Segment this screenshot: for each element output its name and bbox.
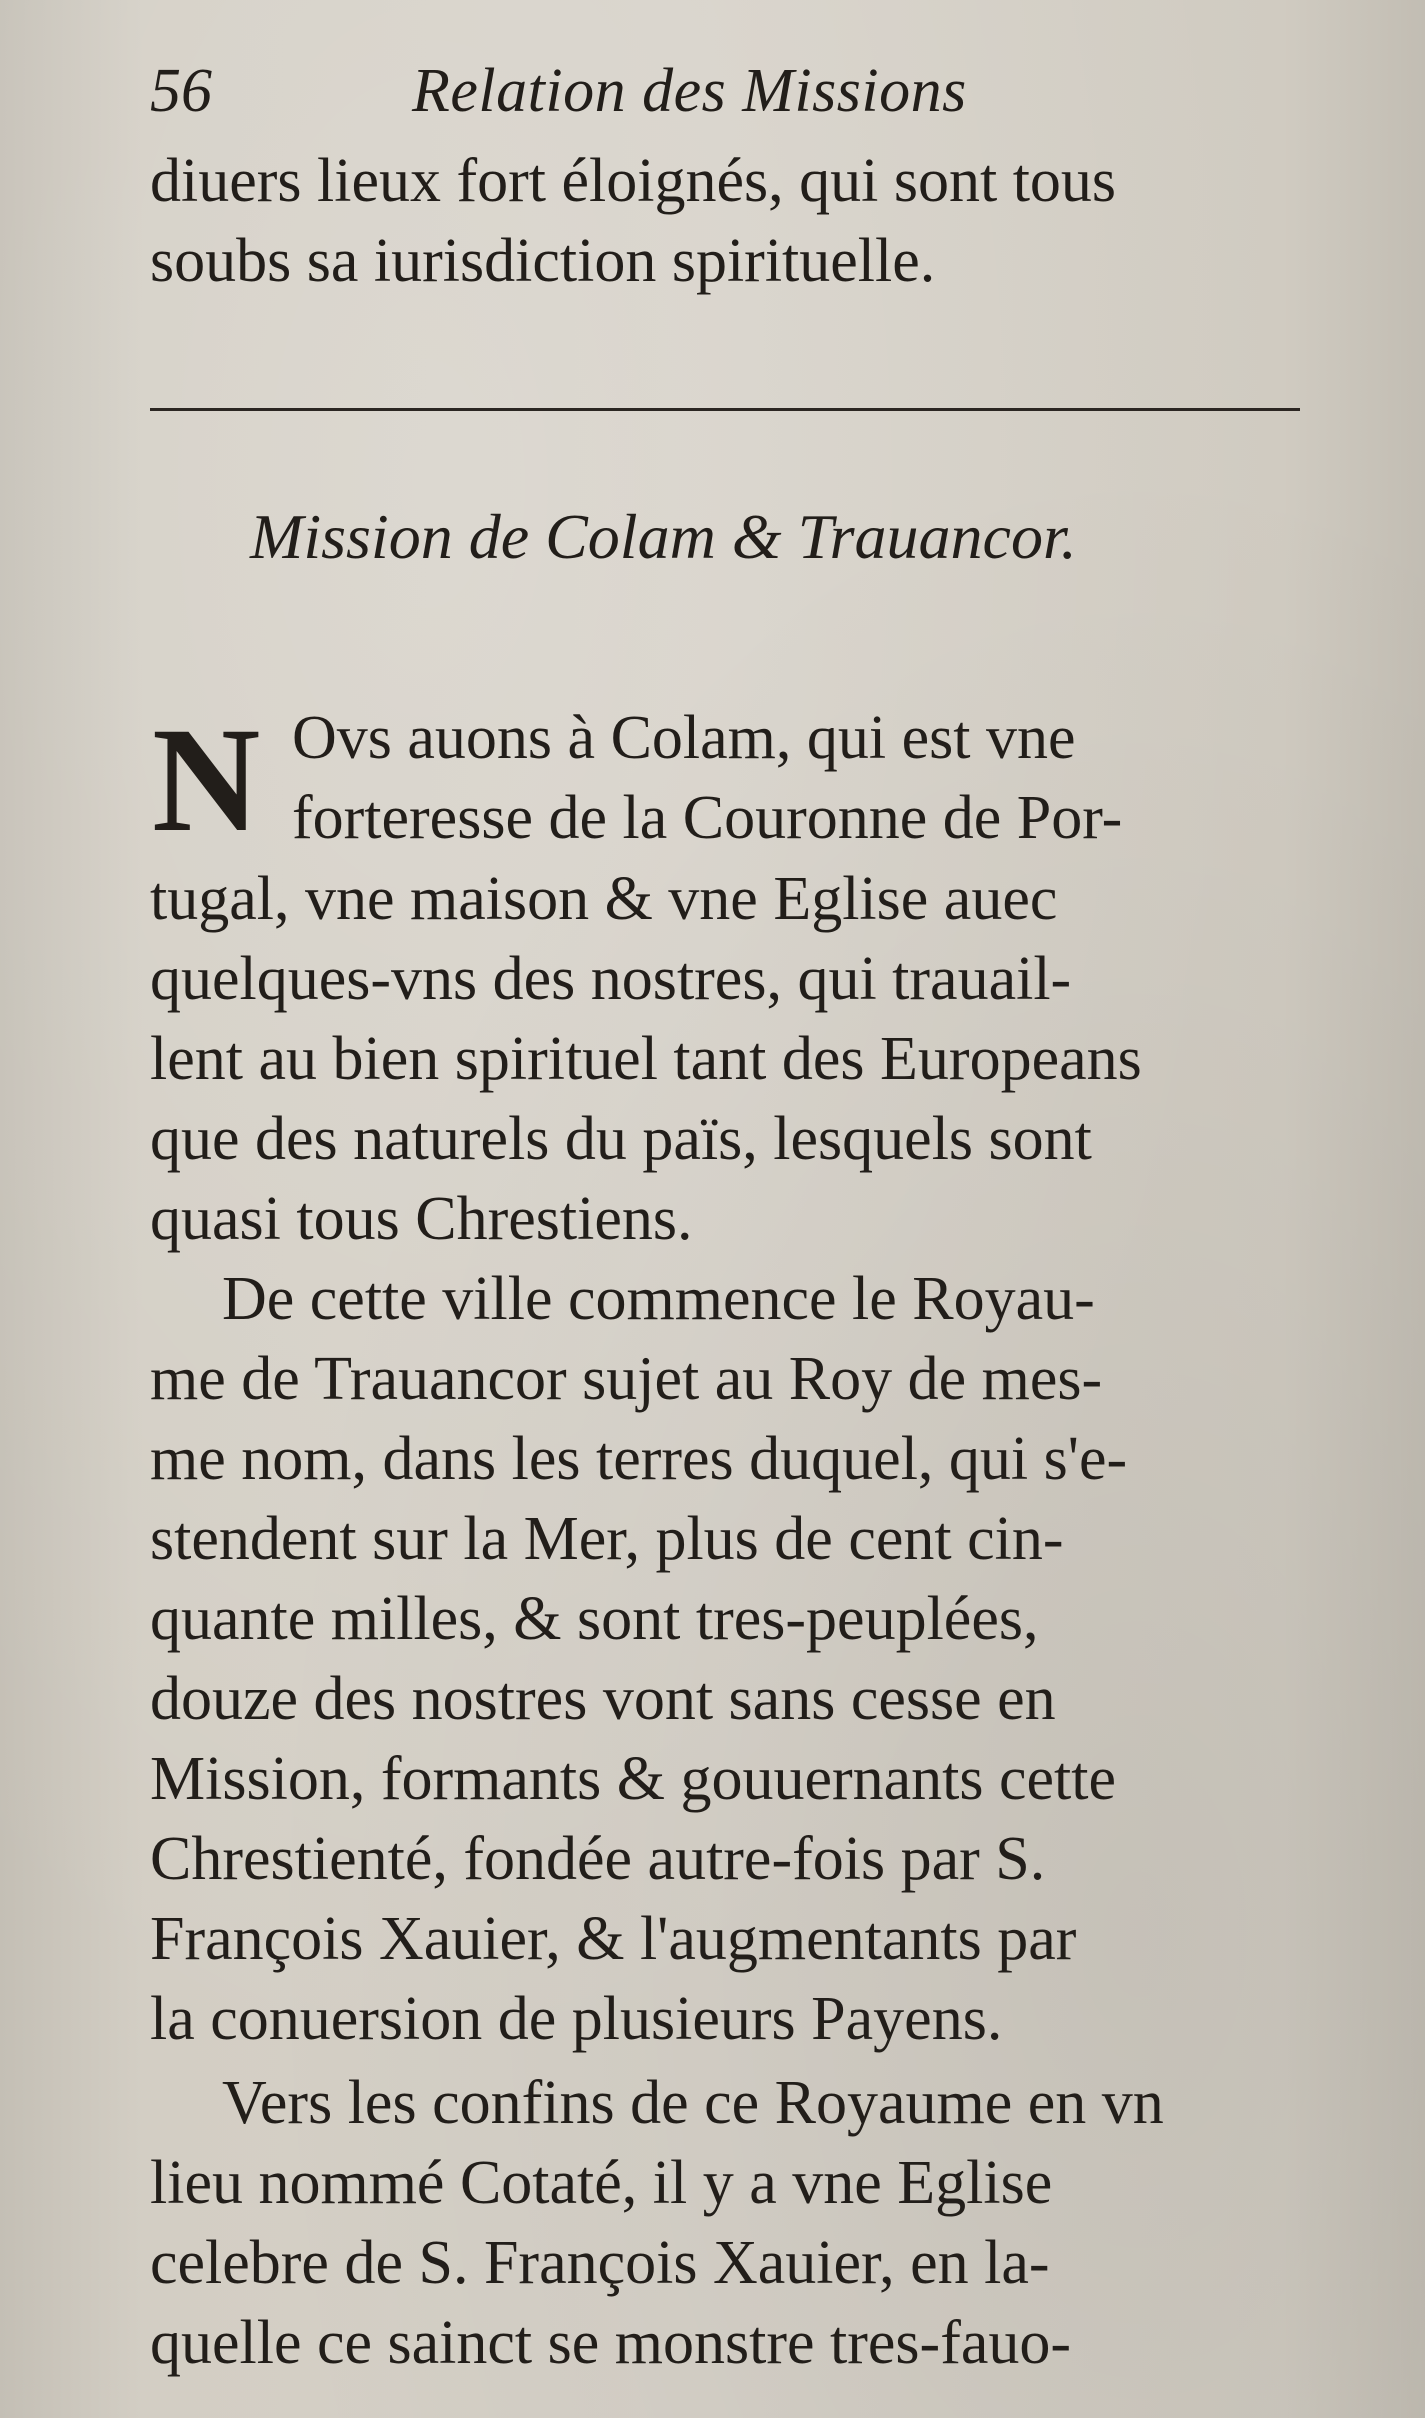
- paragraph-line: me de Trauancor sujet au Roy de mes-: [150, 1345, 1103, 1413]
- section-divider-rule: [150, 408, 1300, 411]
- paragraph-line: douze des nostres vont sans cesse en: [150, 1665, 1056, 1733]
- paragraph-line: quelle ce sainct se monstre tres-fauo-: [150, 2309, 1072, 2377]
- paragraph-line: me nom, dans les terres duquel, qui s'e-: [150, 1425, 1128, 1493]
- paragraph-line: Vers les confins de ce Royaume en vn: [222, 2069, 1164, 2137]
- paragraph-line: De cette ville commence le Royau-: [222, 1265, 1095, 1333]
- running-head: Relation des Missions: [412, 57, 967, 125]
- paragraph-line: lent au bien spirituel tant des Europeans: [150, 1025, 1142, 1093]
- carryover-line: diuers lieux fort éloignés, qui sont tous: [150, 147, 1117, 215]
- drop-cap-letter: N: [152, 697, 261, 863]
- paragraph-line: quasi tous Chrestiens.: [150, 1185, 693, 1253]
- page-header: [150, 50, 1330, 140]
- paragraph-line: quante milles, & sont tres-peuplées,: [150, 1585, 1039, 1653]
- paragraph-line: Ovs auons à Colam, qui est vne: [292, 704, 1076, 772]
- section-title: Mission de Colam & Trauancor.: [250, 501, 1077, 572]
- paragraph-line: que des naturels du païs, lesquels sont: [150, 1105, 1092, 1173]
- paragraph-line: lieu nommé Cotaté, il y a vne Eglise: [150, 2149, 1053, 2217]
- paragraph-line: forteresse de la Couronne de Por-: [292, 784, 1123, 852]
- paragraph-line: Chrestienté, fondée autre-fois par S.: [150, 1825, 1046, 1893]
- paragraph-line: stendent sur la Mer, plus de cent cin-: [150, 1505, 1064, 1573]
- paragraph-line: Mission, formants & gouuernants cette: [150, 1745, 1116, 1813]
- paragraph-line: celebre de S. François Xauier, en la-: [150, 2229, 1050, 2297]
- carryover-line: soubs sa iurisdiction spirituelle.: [150, 227, 936, 295]
- page-number: 56: [150, 57, 212, 125]
- paragraph-line: quelques-vns des nostres, qui trauail-: [150, 945, 1072, 1013]
- paragraph-line: la conuersion de plusieurs Payens.: [150, 1985, 1003, 2053]
- paragraph-line: François Xauier, & l'augmentants par: [150, 1905, 1077, 1973]
- paragraph-line: tugal, vne maison & vne Eglise auec: [150, 865, 1058, 933]
